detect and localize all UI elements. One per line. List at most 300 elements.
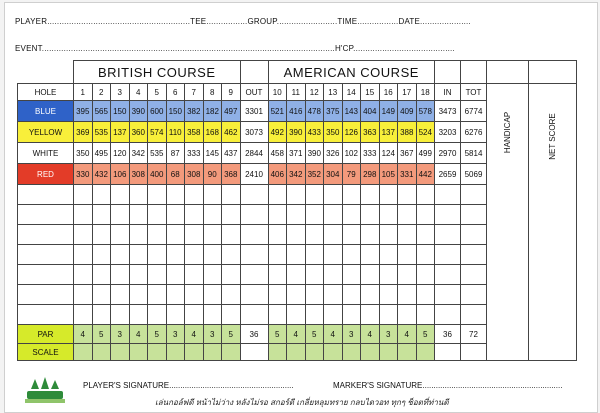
score-cell[interactable] (361, 225, 380, 245)
blank-corner (18, 61, 74, 84)
score-cell[interactable] (361, 305, 380, 325)
score-cell[interactable] (111, 285, 130, 305)
score-cell[interactable] (185, 265, 204, 285)
player-name-cell[interactable] (18, 265, 74, 285)
net-score-label: NET SCORE (548, 113, 558, 160)
hole-number: 2 (92, 84, 111, 101)
yardage: 492 (268, 122, 287, 143)
in-total: 3473 (435, 101, 461, 122)
score-cell[interactable] (287, 305, 306, 325)
score-cell[interactable] (148, 245, 167, 265)
tot-score-cell[interactable] (461, 225, 487, 245)
score-cell[interactable] (203, 205, 222, 225)
tee-label: WHITE (18, 143, 74, 164)
score-cell[interactable] (148, 205, 167, 225)
yardage: 433 (305, 122, 324, 143)
player-field[interactable]: ........................................................... (47, 17, 191, 26)
score-cell[interactable] (111, 205, 130, 225)
score-cell[interactable] (398, 185, 417, 205)
score-cell[interactable] (185, 245, 204, 265)
score-cell[interactable] (398, 225, 417, 245)
score-cell[interactable] (361, 245, 380, 265)
yardage: 406 (268, 164, 287, 185)
scale-cell[interactable] (305, 344, 324, 361)
score-cell[interactable] (398, 265, 417, 285)
score-cell[interactable] (379, 205, 398, 225)
tee-label: RED (18, 164, 74, 185)
scale-cell[interactable] (166, 344, 185, 361)
event-label: EVENT (15, 44, 42, 53)
marker-signature-line[interactable]: MARKER'S SIGNATURE............................................................... (333, 381, 563, 390)
par-in: 36 (435, 325, 461, 344)
score-cell[interactable] (268, 205, 287, 225)
score-cell[interactable] (92, 245, 111, 265)
score-cell[interactable] (287, 265, 306, 285)
scale-in[interactable] (435, 344, 461, 361)
score-cell[interactable] (111, 245, 130, 265)
score-cell[interactable] (324, 305, 343, 325)
tee-label: YELLOW (18, 122, 74, 143)
score-cell[interactable] (287, 245, 306, 265)
yardage: 535 (92, 122, 111, 143)
scorecard (4, 2, 598, 413)
score-cell[interactable] (398, 245, 417, 265)
score-cell[interactable] (287, 205, 306, 225)
score-cell[interactable] (268, 225, 287, 245)
handicap-header-blank (487, 61, 529, 84)
score-cell[interactable] (416, 305, 435, 325)
in-label: IN (435, 84, 461, 101)
score-cell[interactable] (416, 245, 435, 265)
scale-out[interactable] (240, 344, 268, 361)
scale-cell[interactable] (148, 344, 167, 361)
score-cell[interactable] (416, 225, 435, 245)
score-cell[interactable] (166, 265, 185, 285)
score-cell[interactable] (268, 245, 287, 265)
score-cell[interactable] (185, 305, 204, 325)
hole-number: 18 (416, 84, 435, 101)
yardage: 367 (398, 143, 417, 164)
score-cell[interactable] (379, 245, 398, 265)
score-cell[interactable] (268, 285, 287, 305)
score-cell[interactable] (222, 205, 241, 225)
yardage: 600 (148, 101, 167, 122)
score-cell[interactable] (379, 285, 398, 305)
hcp-label: H'CP (334, 44, 354, 53)
scale-cell[interactable] (203, 344, 222, 361)
yardage: 395 (74, 101, 93, 122)
score-cell[interactable] (148, 265, 167, 285)
score-cell[interactable] (74, 265, 93, 285)
in-score-cell[interactable] (435, 185, 461, 205)
player-name-cell[interactable] (18, 305, 74, 325)
score-cell[interactable] (222, 285, 241, 305)
yardage: 145 (203, 143, 222, 164)
hole-number: 13 (324, 84, 343, 101)
hole-number: 4 (129, 84, 148, 101)
out-score-cell[interactable] (240, 265, 268, 285)
scale-cell[interactable] (324, 344, 343, 361)
score-cell[interactable] (324, 185, 343, 205)
scale-cell[interactable] (74, 344, 93, 361)
tot-score-cell[interactable] (461, 285, 487, 305)
score-cell[interactable] (203, 265, 222, 285)
scale-tot[interactable] (461, 344, 487, 361)
score-cell[interactable] (111, 305, 130, 325)
par-value: 4 (185, 325, 204, 344)
score-cell[interactable] (129, 285, 148, 305)
out-score-cell[interactable] (240, 205, 268, 225)
yardage: 437 (222, 143, 241, 164)
hole-number: 7 (185, 84, 204, 101)
par-label: PAR (18, 325, 74, 344)
scale-cell[interactable] (398, 344, 417, 361)
score-cell[interactable] (222, 265, 241, 285)
score-cell[interactable] (185, 185, 204, 205)
score-cell[interactable] (166, 285, 185, 305)
yardage: 333 (185, 143, 204, 164)
par-value: 4 (129, 325, 148, 344)
yardage: 368 (222, 164, 241, 185)
yardage: 350 (74, 143, 93, 164)
hole-number: 11 (287, 84, 306, 101)
par-value: 4 (287, 325, 306, 344)
score-cell[interactable] (92, 185, 111, 205)
score-cell[interactable] (129, 245, 148, 265)
score-cell[interactable] (287, 225, 306, 245)
yardage: 358 (185, 122, 204, 143)
par-value: 3 (203, 325, 222, 344)
score-cell[interactable] (222, 225, 241, 245)
score-cell[interactable] (222, 245, 241, 265)
in-score-cell[interactable] (435, 225, 461, 245)
par-value: 4 (398, 325, 417, 344)
tot-score-cell[interactable] (461, 265, 487, 285)
scale-cell[interactable] (222, 344, 241, 361)
score-cell[interactable] (342, 285, 361, 305)
score-cell[interactable] (268, 265, 287, 285)
yardage: 110 (166, 122, 185, 143)
score-cell[interactable] (342, 205, 361, 225)
scale-cell[interactable] (416, 344, 435, 361)
yardage: 375 (324, 101, 343, 122)
score-cell[interactable] (203, 285, 222, 305)
score-cell[interactable] (148, 185, 167, 205)
scale-cell[interactable] (129, 344, 148, 361)
date-label: DATE (398, 17, 421, 26)
score-cell[interactable] (379, 225, 398, 245)
score-cell[interactable] (111, 265, 130, 285)
score-cell[interactable] (416, 205, 435, 225)
yardage: 87 (166, 143, 185, 164)
marker-signature-label: MARKER'S SIGNATURE (333, 381, 423, 390)
scale-cell[interactable] (342, 344, 361, 361)
player-signature-line[interactable]: PLAYER'S SIGNATURE........................................................ (83, 381, 294, 390)
yardage: 304 (324, 164, 343, 185)
score-cell[interactable] (74, 185, 93, 205)
score-cell[interactable] (74, 305, 93, 325)
net-header-blank (529, 61, 577, 84)
date-field[interactable]: ..................... (420, 17, 471, 26)
score-cell[interactable] (324, 265, 343, 285)
score-cell[interactable] (92, 205, 111, 225)
yardage: 390 (129, 101, 148, 122)
score-cell[interactable] (111, 225, 130, 245)
par-value: 5 (305, 325, 324, 344)
tot-score-cell[interactable] (461, 205, 487, 225)
player-name-cell[interactable] (18, 245, 74, 265)
in-total: 2970 (435, 143, 461, 164)
score-cell[interactable] (222, 305, 241, 325)
score-cell[interactable] (416, 185, 435, 205)
yardage: 521 (268, 101, 287, 122)
score-cell[interactable] (342, 265, 361, 285)
tot-total: 5069 (461, 164, 487, 185)
scale-cell[interactable] (111, 344, 130, 361)
score-cell[interactable] (398, 205, 417, 225)
in-score-cell[interactable] (435, 205, 461, 225)
par-value: 5 (148, 325, 167, 344)
par-value: 4 (74, 325, 93, 344)
score-cell[interactable] (166, 225, 185, 245)
score-cell[interactable] (287, 185, 306, 205)
yardage: 497 (222, 101, 241, 122)
par-tot: 72 (461, 325, 487, 344)
score-cell[interactable] (203, 245, 222, 265)
score-cell[interactable] (361, 185, 380, 205)
score-cell[interactable] (305, 245, 324, 265)
yardage: 409 (398, 101, 417, 122)
par-value: 3 (342, 325, 361, 344)
score-cell[interactable] (324, 245, 343, 265)
score-cell[interactable] (324, 225, 343, 245)
out-score-cell[interactable] (240, 285, 268, 305)
score-cell[interactable] (129, 225, 148, 245)
in-score-cell[interactable] (435, 305, 461, 325)
score-cell[interactable] (166, 205, 185, 225)
yardage: 150 (166, 101, 185, 122)
score-cell[interactable] (342, 245, 361, 265)
out-total: 2844 (240, 143, 268, 164)
scale-cell[interactable] (268, 344, 287, 361)
score-cell[interactable] (305, 305, 324, 325)
par-value: 3 (166, 325, 185, 344)
yardage: 137 (379, 122, 398, 143)
yardage: 578 (416, 101, 435, 122)
scale-cell[interactable] (379, 344, 398, 361)
score-cell[interactable] (324, 285, 343, 305)
in-score-cell[interactable] (435, 245, 461, 265)
score-cell[interactable] (379, 305, 398, 325)
score-cell[interactable] (148, 305, 167, 325)
event-field[interactable]: ......................................................................................................................... (41, 44, 335, 53)
yardage: 182 (203, 101, 222, 122)
yardage: 499 (416, 143, 435, 164)
british-course-title: BRITISH COURSE (74, 61, 241, 84)
score-cell[interactable] (74, 285, 93, 305)
yardage: 308 (185, 164, 204, 185)
yardage: 126 (342, 122, 361, 143)
score-cell[interactable] (92, 285, 111, 305)
group-label: GROUP (247, 17, 277, 26)
score-cell[interactable] (268, 305, 287, 325)
score-cell[interactable] (305, 225, 324, 245)
score-cell[interactable] (342, 185, 361, 205)
scale-cell[interactable] (92, 344, 111, 361)
yardage: 79 (342, 164, 361, 185)
score-cell[interactable] (416, 285, 435, 305)
group-field[interactable]: ......................... (276, 17, 338, 26)
score-cell[interactable] (185, 205, 204, 225)
hole-number: 3 (111, 84, 130, 101)
yardage: 390 (305, 143, 324, 164)
yardage: 574 (148, 122, 167, 143)
yardage: 105 (379, 164, 398, 185)
yardage: 342 (129, 143, 148, 164)
handicap-column[interactable] (487, 84, 529, 361)
tot-total: 5814 (461, 143, 487, 164)
tot-score-cell[interactable] (461, 305, 487, 325)
score-cell[interactable] (74, 225, 93, 245)
scale-label: SCALE (18, 344, 74, 361)
tot-score-cell[interactable] (461, 185, 487, 205)
yardage: 352 (305, 164, 324, 185)
score-cell[interactable] (185, 225, 204, 245)
yardage: 363 (361, 122, 380, 143)
score-cell[interactable] (74, 205, 93, 225)
score-cell[interactable] (166, 245, 185, 265)
score-cell[interactable] (185, 285, 204, 305)
score-cell[interactable] (342, 305, 361, 325)
score-cell[interactable] (92, 265, 111, 285)
yardage: 388 (398, 122, 417, 143)
player-label: PLAYER (15, 17, 48, 26)
club-logo (21, 375, 69, 405)
net-score-column[interactable] (529, 84, 577, 361)
hole-number: 12 (305, 84, 324, 101)
score-cell[interactable] (305, 205, 324, 225)
yardage: 495 (92, 143, 111, 164)
player-name-cell[interactable] (18, 285, 74, 305)
par-value: 5 (416, 325, 435, 344)
out-score-cell[interactable] (240, 245, 268, 265)
score-cell[interactable] (203, 305, 222, 325)
hole-number: 15 (361, 84, 380, 101)
player-name-cell[interactable] (18, 185, 74, 205)
tot-score-cell[interactable] (461, 245, 487, 265)
out-score-cell[interactable] (240, 185, 268, 205)
yardage: 458 (268, 143, 287, 164)
score-cell[interactable] (74, 245, 93, 265)
player-name-cell[interactable] (18, 205, 74, 225)
score-cell[interactable] (148, 225, 167, 245)
par-value: 3 (111, 325, 130, 344)
yardage: 120 (111, 143, 130, 164)
hole-row (18, 84, 577, 101)
score-cell[interactable] (361, 205, 380, 225)
out-total: 3073 (240, 122, 268, 143)
yardage: 168 (203, 122, 222, 143)
score-cell[interactable] (129, 305, 148, 325)
score-cell[interactable] (203, 185, 222, 205)
yardage: 565 (92, 101, 111, 122)
score-cell[interactable] (203, 225, 222, 245)
yardage: 90 (203, 164, 222, 185)
score-cell[interactable] (268, 185, 287, 205)
in-score-cell[interactable] (435, 285, 461, 305)
hole-number: 8 (203, 84, 222, 101)
hole-number: 17 (398, 84, 417, 101)
score-cell[interactable] (398, 305, 417, 325)
yardage: 331 (398, 164, 417, 185)
time-field[interactable]: ................. (357, 17, 399, 26)
score-cell[interactable] (222, 185, 241, 205)
yardage: 371 (287, 143, 306, 164)
par-value: 4 (324, 325, 343, 344)
score-cell[interactable] (361, 265, 380, 285)
score-cell[interactable] (305, 185, 324, 205)
score-cell[interactable] (342, 225, 361, 245)
score-cell[interactable] (416, 265, 435, 285)
out-score-cell[interactable] (240, 305, 268, 325)
tee-field[interactable]: ................. (206, 17, 248, 26)
time-label: TIME (337, 17, 358, 26)
yardage: 442 (416, 164, 435, 185)
yardage: 149 (379, 101, 398, 122)
tee-label: BLUE (18, 101, 74, 122)
hcp-field[interactable]: .......................................... (353, 44, 455, 53)
in-score-cell[interactable] (435, 265, 461, 285)
out-label: OUT (240, 84, 268, 101)
hole-label: HOLE (18, 84, 74, 101)
score-cell[interactable] (129, 205, 148, 225)
tot-total: 6276 (461, 122, 487, 143)
score-cell[interactable] (129, 265, 148, 285)
tot-header-blank (461, 61, 487, 84)
header-fields-row-1 (15, 17, 471, 26)
score-cell[interactable] (166, 185, 185, 205)
score-cell[interactable] (148, 285, 167, 305)
hole-number: 10 (268, 84, 287, 101)
yardage: 124 (379, 143, 398, 164)
yardage: 404 (361, 101, 380, 122)
yardage: 330 (74, 164, 93, 185)
hole-number: 16 (379, 84, 398, 101)
score-cell[interactable] (398, 285, 417, 305)
score-cell[interactable] (92, 305, 111, 325)
score-cell[interactable] (111, 185, 130, 205)
player-name-cell[interactable] (18, 225, 74, 245)
score-cell[interactable] (129, 185, 148, 205)
score-cell[interactable] (379, 265, 398, 285)
score-cell[interactable] (324, 205, 343, 225)
scale-cell[interactable] (361, 344, 380, 361)
score-cell[interactable] (361, 285, 380, 305)
out-score-cell[interactable] (240, 225, 268, 245)
yardage: 432 (92, 164, 111, 185)
score-cell[interactable] (379, 185, 398, 205)
score-cell[interactable] (287, 285, 306, 305)
par-value: 5 (268, 325, 287, 344)
score-cell[interactable] (305, 285, 324, 305)
scale-cell[interactable] (287, 344, 306, 361)
scale-cell[interactable] (185, 344, 204, 361)
score-cell[interactable] (166, 305, 185, 325)
par-value: 4 (361, 325, 380, 344)
yardage: 298 (361, 164, 380, 185)
score-cell[interactable] (92, 225, 111, 245)
score-cell[interactable] (305, 265, 324, 285)
